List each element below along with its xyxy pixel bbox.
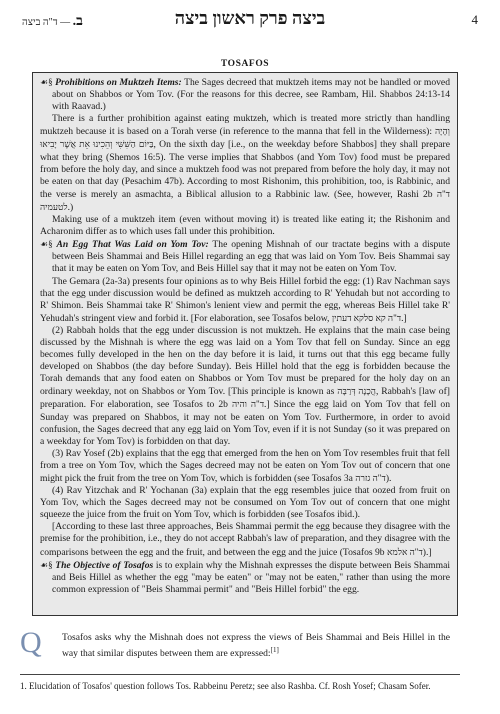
fleuron-icon: ☙§ <box>40 77 53 87</box>
paragraph-eating-muktzeh: There is a further prohibition against eating muktzeh, which is treated more strictly than handling muktzeh because it is based on a Torah verse (in reference to the manna that fell in the Wilderness): וְהָיָה בַּיּוֹם הַשִּׁשִּׁי וְהֵכִינוּ אֵת אֲשֶׁר יָבִיאוּ, On the sixth day [i.e., on the weekday before Shabbos] they shall prepare what they bring (Shemos 16:5). The verse implies that Shabbos (and Yom Tov) food must be prepared from before the holy day, and since a muktzeh food was not prepared from before the holy day, it may not be eaten on that day (Pesachim 47b). According to most Rishonim, this prohibition, too, is Rabbinic, and the verse is merely an asmachta, a Biblical allusion to a Rabbinic law. (See, however, Rashi 2b ד"ה לטעמיה.) <box>40 113 451 213</box>
paragraph-opinion-4: (4) Rav Yitzchak and R' Yochanan (3a) explain that the egg resembles juice that oozed from fruit on Yom Tov, which the Sages decreed may not be consumed on Yom Tov out of concern that one might squeeze the juice from the fruit on Yom Tov, which is forbidden (see Tosafos ibid.). <box>40 485 450 521</box>
paragraph-use: Making use of a muktzeh item (even without moving it) is treated like eating it; the Rishonim and Acharonim differ as to which uses fall under this prohibition. <box>40 214 450 238</box>
question-letter: Q <box>20 626 42 659</box>
footnote: 1. Elucidation of Tosafos' question follows Tos. Rabbeinu Peretz; see also Rashba. Cf. Rosh Yosef; Chasam Sofer. <box>20 681 431 691</box>
box-text <box>33 73 457 596</box>
paragraph-summary: [According to these last three approaches, Beis Shammai permit the egg because they disagree with the premise for the prohibition, i.e., they do not accept Rabbah's law of preparation, and they disagree with the comparisons between the egg and the fruit, and between the egg and the juice (Tosafos 9b ד"ה אלמא).] <box>40 521 450 558</box>
question-text: Tosafos asks why the Mishnah does not express the views of Beis Shammai and Beis Hillel in the way that similar disputes between them are expressed:[1] <box>62 632 450 660</box>
paragraph-opinion-3: (3) Rav Yosef (2b) explains that the egg that emerged from the hen on Yom Tov resembles fruit that fell from a tree on Yom Tov, which the Sages decreed may not be eaten on Yom Tov out of concern that one might pick the fruit from the tree on Yom Tov, which is forbidden (see Tosafos 3a ד"ה גזרה). <box>40 447 450 484</box>
page-header <box>22 8 478 34</box>
paragraph-opinion-2: (2) Rabbah holds that the egg under discussion is not muktzeh. He explains that the main case being discussed by the Mishnah is where the egg was laid on a Yom Tov that fell on Sunday. Since an egg becomes fully developed in the hen on the day before it is laid, it turns out that this egg became fully developed on Shabbos (the day before Sunday). Beis Hillel hold that the egg is forbidden because the Torah demands that any food eaten on Shabbos or Yom Tov must be prepared for the holy day on an ordinary weekday, not on Shabbos or Yom Tov. [This principle is known as הֲכָנָה דְּרַבָּה, Rabbah's [law of] preparation. For elaboration, see Tosafos to 2b ד"ה והיה.] Since the egg laid on Yom Tov that fell on Sunday was prepared on Shabbos, it may not be eaten on Yom Tov. Furthermore, in order to avoid confusion, the Sages decreed that any egg laid on Yom Tov, even if it is not Sunday (so it was prepared on a weekday for Yom Tov) is forbidden on that day. <box>40 324 450 447</box>
tosafos-box <box>32 59 458 616</box>
section-title: TOSAFOS <box>33 59 457 69</box>
page-number: 4 <box>471 12 478 27</box>
fleuron-icon: ☙§ <box>40 559 53 570</box>
fleuron-icon: ☙§ <box>40 239 53 250</box>
footnote-divider <box>20 674 460 675</box>
paragraph-muktzeh: ☙§ Prohibitions on Muktzeh Items: The Sages decreed that muktzeh items may not be handled or moved about on Shabbos or Yom Tov. (For the reasons for this decree, see Rambam, Hil. Shabbos 24:13-14 with Raavad.) <box>40 77 450 113</box>
running-head-daf: ב. — ד"ה ביצה <box>22 14 83 29</box>
paragraph-egg: ☙§ An Egg That Was Laid on Yom Tov: The opening Mishnah of our tractate begins with a dispute between Beis Shammai and Beis Hillel regarding an egg that was laid on Yom Tov. Beis Shammai say that it may be eaten on Yom Tov, and Beis Hillel say that it may not be eaten on Yom Tov. <box>40 239 450 275</box>
paragraph-objective: ☙§ The Objective of Tosafos is to explain why the Mishnah expresses the dispute between Beis Shammai and Beis Hillel as whether the egg "may be eaten" or "may not be eaten," rather than using the more common expression of "Beis Shammai permit" and "Beis Hillel forbid" the egg. <box>40 559 451 595</box>
question-block <box>20 626 450 660</box>
running-head-title: ביצה פרק ראשון ביצה <box>174 8 326 28</box>
paragraph-opinion-1: The Gemara (2a-3a) presents four opinions as to why Beis Hillel forbid the egg: (1) Rav Nachman says that the egg under discussion would be defined as muktzeh according to R' Yehudah but not according to R' Shimon. Beis Shammai take R' Shimon's lenient view and permit the egg, whereas Beis Hillel take R' Yehudah's stringent view and forbid it. [For elaboration, see Tosafos below, ד"ה קא סלקא דעתין.] <box>40 275 450 324</box>
footnote-ref[interactable]: [1] <box>270 646 279 654</box>
